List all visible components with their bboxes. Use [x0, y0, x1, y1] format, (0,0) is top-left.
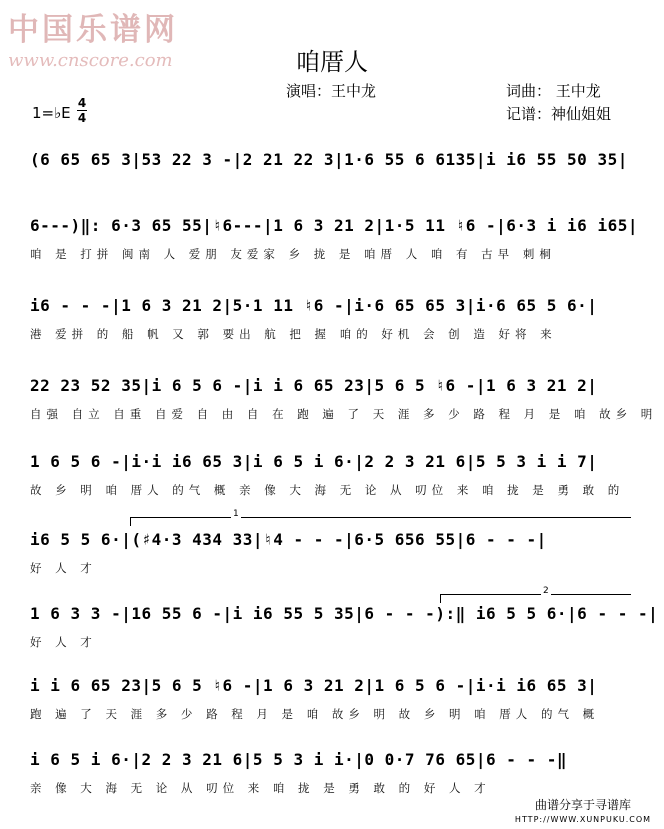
notation-line: 6---)‖: 6·3 65 55|♮6---|1 6 3 21 2|1·5 11 ♮6 -|6·3 i i6 i65| — [30, 216, 638, 235]
second-ending-bracket — [440, 586, 631, 603]
lyric-line: 故 乡 明 咱 厝人 的气 概 亲 像 大 海 无 论 从 叨位 来 咱 拢 是 勇 敢 的 — [30, 483, 625, 497]
notation-line: 1 6 5 6 -|i·i i6 65 3|i 6 5 i 6·|2 2 3 21 6|5 5 3 i i 7| — [30, 452, 598, 471]
notation-line: (6 65 65 3|53 22 3 -|2 21 22 3|1·6 55 6 6135|i i6 55 50 35| — [30, 150, 628, 169]
lyric-line: 好 人 才 — [30, 561, 97, 575]
notation-line: i6 5 5 6·|(♯4·3 434 33|♮4 - - -|6·5 656 55|6 - - -| — [30, 530, 547, 549]
second-ending-number: 2 — [543, 586, 549, 596]
watermark-site-name: 中国乐谱网 — [8, 12, 178, 48]
notation-line: 22 23 52 35|i 6 5 6 -|i i 6 65 23|5 6 5 ♮6 -|1 6 3 21 2| — [30, 376, 598, 395]
watermark-url: www.cnscore.com — [8, 50, 173, 71]
lyric-line: 跑 遍 了 天 涯 多 少 路 程 月 是 咱 故乡 明 故 乡 明 咱 厝人 的气 概 — [30, 707, 600, 721]
time-signature-bottom: 4 — [77, 111, 87, 125]
time-signature-top: 4 — [77, 96, 87, 110]
footer-credit: 曲谱分享于寻谱库 — [534, 798, 631, 812]
lyric-line: 好 人 才 — [30, 635, 97, 649]
notation-line: i 6 5 i 6·|2 2 3 21 6|5 5 3 i i·|0 0·7 76 65|6 - - -‖ — [30, 750, 568, 769]
composer-credit: 词曲： 王中龙 — [506, 82, 601, 100]
footer-url: HTTP://WWW.XUNPUKU.COM — [514, 815, 652, 824]
lyric-line: 咱 是 打拼 闽南 人 爱朋 友爱家 乡 拢 是 咱厝 人 咱 有 古早 刺桐 — [30, 247, 556, 261]
notation-line: i i 6 65 23|5 6 5 ♮6 -|1 6 3 21 2|1 6 5 6 -|i·i i6 65 3| — [30, 676, 598, 695]
first-ending-bracket — [130, 509, 631, 526]
lyric-line: 自强 自立 自重 自爱 自 由 自 在 跑 遍 了 天 涯 多 少 路 程 月 是 咱 故乡 明 — [30, 407, 658, 421]
first-ending-number: 1 — [233, 509, 239, 519]
notation-line: 1 6 3 3 -|16 55 6 -|i i6 55 5 35|6 - - -):‖ i6 5 5 6·|6 - - -| — [30, 604, 659, 623]
singer-credit: 演唱：王中龙 — [286, 82, 377, 100]
time-signature — [77, 97, 87, 124]
song-title: 咱厝人 — [296, 48, 368, 76]
lyric-line: 港 爱拼 的 船 帆 又 郭 要出 航 把 握 咱的 好机 会 创 造 好将 来 — [30, 327, 557, 341]
notation-line: i6 - - -|1 6 3 21 2|5·1 11 ♮6 -|i·6 65 65 3|i·6 65 5 6·| — [30, 296, 598, 315]
key-signature: 1=♭E — [32, 104, 71, 122]
transcriber-credit: 记谱：神仙姐姐 — [506, 105, 612, 123]
lyric-line: 亲 像 大 海 无 论 从 叨位 来 咱 拢 是 勇 敢 的 好 人 才 — [30, 781, 491, 795]
